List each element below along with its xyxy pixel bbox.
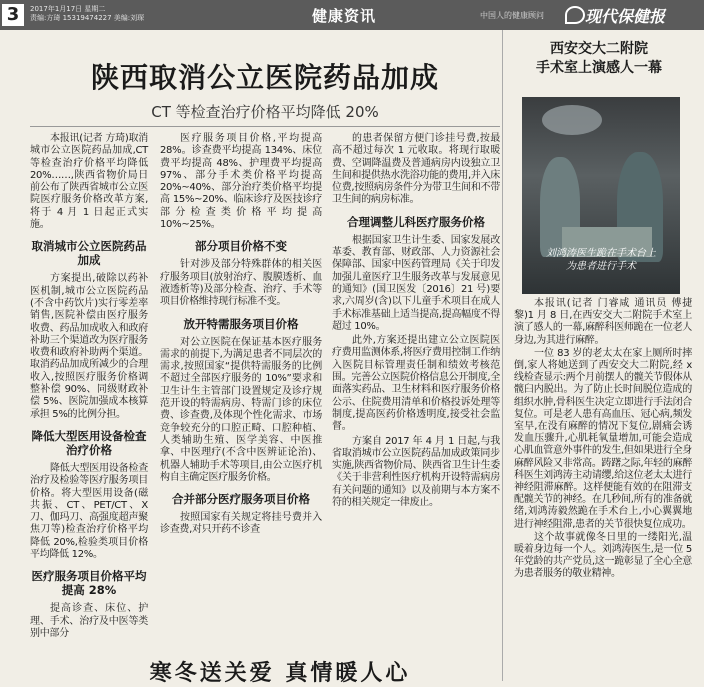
editor-line: 责编:方琦 15319474227 美编:刘琛 bbox=[30, 14, 145, 22]
article-column-1 bbox=[30, 133, 148, 642]
paragraph: 方案自 2017 年 4 月 1 日起,与我省取消城市公立医院药品加成政策同步实施,陕西省物价局、陕西省卫生计生委《关于非营利性医疗机构开设特需病房有关问题的通知》以及前期与本方案不符的相关规定一律废止。 bbox=[332, 435, 500, 509]
section-heading: 放开特需服务项目价格 bbox=[183, 316, 299, 331]
sidebar-title-line: 手术室上演感人一幕 bbox=[536, 60, 662, 76]
section-heading: 部分项目价格不变 bbox=[195, 239, 287, 254]
section-title: 健康资讯 bbox=[312, 7, 377, 25]
article-headline: 陕西取消公立医院药品加成 bbox=[90, 61, 439, 94]
sidebar-body bbox=[514, 298, 692, 582]
paragraph: 一位 83 岁的老太太在家上厕所时摔倒,家人将她送到了西安交大二附院,经 x 线检查显示:两个月前摆人的髋关节假体从髋臼内脱出。为了防止长时间脱位造成的组织水肿,骨科医生决定立即进行手法闭合复位。可是老人患有高血压、冠心病,频发室早,在没有麻醉的情况下复位,剧痛会诱发血压骤升,心肌耗氧量增加,可能会造成心肌血管意外事件的发生,但如果进行全身麻醉风险又非常高。踌躇之际,年轻的麻醉科医生刘鸿涛主动请缨,给这位老太太进行神经阻滞麻醉。这样便能有效的在阻滞支配髋关节的神经。在几秒间,所有的准备就绪,刘鸿涛毅然跪在手术台上,小心翼翼地进行神经阻滞,患者的关节很快复位成功。 bbox=[514, 347, 692, 530]
paragraph: 医疗服务项目价格,平均提高 28%。诊查费平均提高 134%、床位费平均提高 48%、护理费平均提高 97%、部分手术类价格平均提高 20%~40%、部分治疗类价格平均提高 15%~20%、临床诊疗及医技诊疗部分检查类价格平均提高 10%~25%。 bbox=[160, 133, 322, 231]
paragraph: 方案提出,破除以药补医机制,城市公立医院药品(不含中药饮片)实行零差率销售,医院补偿由医疗服务收费、药品加成收入和政府补助三个渠道改为医疗服务收费和政府补助两个渠道。取消药品加成所减少的合理收入,按照医疗服务价格调整补偿 90%、同级财政补偿 5%、医院加强成本核算承担 5%的比例分担。 bbox=[30, 273, 148, 420]
paragraph: 此外,方案还提出建立公立医院医疗费用监测体系,将医疗费用控制工作纳入医院目标管理责任制和绩效考核范围。完善公立医院价格信息公开制度,全面落实药品、卫生材料和医疗服务价格公示、住院费用清单和价格投诉处理等制度,提高医药价格透明度,接受社会监督。 bbox=[332, 335, 500, 433]
section-heading: 合理调整儿科医疗服务价格 bbox=[347, 214, 485, 229]
surgery-photo bbox=[522, 97, 680, 294]
page-header bbox=[0, 0, 704, 30]
paragraph: 降低大型医用设备检查治疗及检验等医疗服务项目价格。将大型医用设备(磁共振、CT、PET/CT、X 刀、伽玛刀、高强度超声聚焦刀等)检查治疗价格平均降低 20%,检验类项目价格平均降低 12%。 bbox=[30, 462, 148, 561]
bird-logo-icon bbox=[565, 6, 585, 24]
paragraph: 根据国家卫生计生委、国家发展改革委、教育部、财政部、人力资源社会保障部、国家中医药管理局《关于印发加强儿童医疗卫生服务改革与发展意见的通知》(国卫医发〔2016〕21 号)要求,六周岁(含)以下儿童手术项目在成人手术标准基础上适当提高,提高幅度不得超过 10%。 bbox=[332, 234, 500, 332]
section-heading: 降低大型医用设备检查治疗价格 bbox=[31, 428, 147, 457]
paragraph: 本报讯(记者 方琦)取消城市公立医院药品加成,CT 等检查治疗价格平均降低 20%……,陕西省物价局日前公布了陕西省城市公立医院医疗服务价格改革方案,将于 4 月 1 日起正式实施。 bbox=[30, 133, 148, 231]
next-article-headline: 寒冬送关爱 真情暖人心 bbox=[149, 660, 411, 686]
section-heading: 医疗服务项目价格平均提高 28% bbox=[31, 569, 147, 598]
photo-caption-line: 为患者进行手术 bbox=[566, 261, 636, 272]
sidebar-title-line: 西安交大二附院 bbox=[550, 41, 648, 57]
slogan: 中国人的健康顾问 bbox=[480, 11, 544, 20]
paragraph: 这个故事就像冬日里的一缕阳光,温暖着身边每一个人。刘鸿涛医生,是一位 5 年党龄的共产党员,这一跪彰显了全心全意为患者服务的敬业精神。 bbox=[514, 531, 692, 580]
photo-caption-line: 刘鸿涛医生跪在手术台上 bbox=[546, 248, 656, 259]
date-info bbox=[30, 5, 144, 23]
paragraph: 针对涉及部分特殊群体的相关医疗服务项目(放射治疗、腹膜透析、血液透析等)及部分检查、治疗、手术等项目价格维持现行标准不变。 bbox=[160, 259, 322, 308]
article-column-2 bbox=[160, 133, 322, 539]
sidebar-title bbox=[504, 40, 694, 78]
paragraph: 的患者保留方便门诊挂号费,按最高不超过每次 1 元收取。将现行取暖费、空调降温费及普通病房内设独立卫生间和提供热水洗浴功能的费用,并入床位费,按照病房条件分为带卫生间和不带卫生间的病房标准。 bbox=[332, 133, 500, 206]
section-heading: 合并部分医疗服务项目价格 bbox=[172, 492, 310, 507]
paragraph: 本报讯(记者 门睿咸 通讯员 傅捷 黎)1 月 8 日,在西安交大二附院手术室上演了感人的一幕,麻醉科医师跪在一位老人身边,为其进行麻醉。 bbox=[514, 298, 692, 346]
photo-caption bbox=[522, 247, 680, 273]
article-subheadline: CT 等检查治疗价格平均降低 20% bbox=[151, 103, 379, 121]
logo-text: 现代保健报 bbox=[585, 7, 666, 26]
column-divider bbox=[502, 30, 503, 681]
headline-rule bbox=[30, 126, 500, 127]
section-heading: 取消城市公立医院药品加成 bbox=[31, 239, 147, 268]
paragraph: 对公立医院在保证基本医疗服务需求的前提下,为满足患者不同层次的需求,按照国家“提供特需服务的比例不超过全部医疗服务的 10%”要求和卫生计生主管部门设置规定及诊疗规范开设的特需病房、特需门诊的床位费、诊查费,及体现个性化需求、市场竞争较充分的口腔正畸、口腔种植、人类辅助生殖、医学美容、中医推拿、中医理疗(不含中医辨证论治)、机器人辅助手术等项目,由公立医疗机构自主确定医疗服务价格。 bbox=[160, 336, 322, 483]
paragraph: 提高诊查、床位、护理、手术、治疗及中医等类别中部分 bbox=[30, 603, 148, 639]
page-number: 3 bbox=[2, 4, 24, 26]
newspaper-logo bbox=[565, 4, 695, 24]
sidebar-story bbox=[504, 30, 694, 681]
date-line: 2017年1月17日 星期二 bbox=[30, 5, 106, 13]
paragraph: 按照国家有关规定将挂号费并入诊查费,对只开药不诊查 bbox=[160, 512, 322, 536]
surgical-lamp bbox=[542, 105, 602, 135]
article-column-3 bbox=[332, 133, 500, 511]
